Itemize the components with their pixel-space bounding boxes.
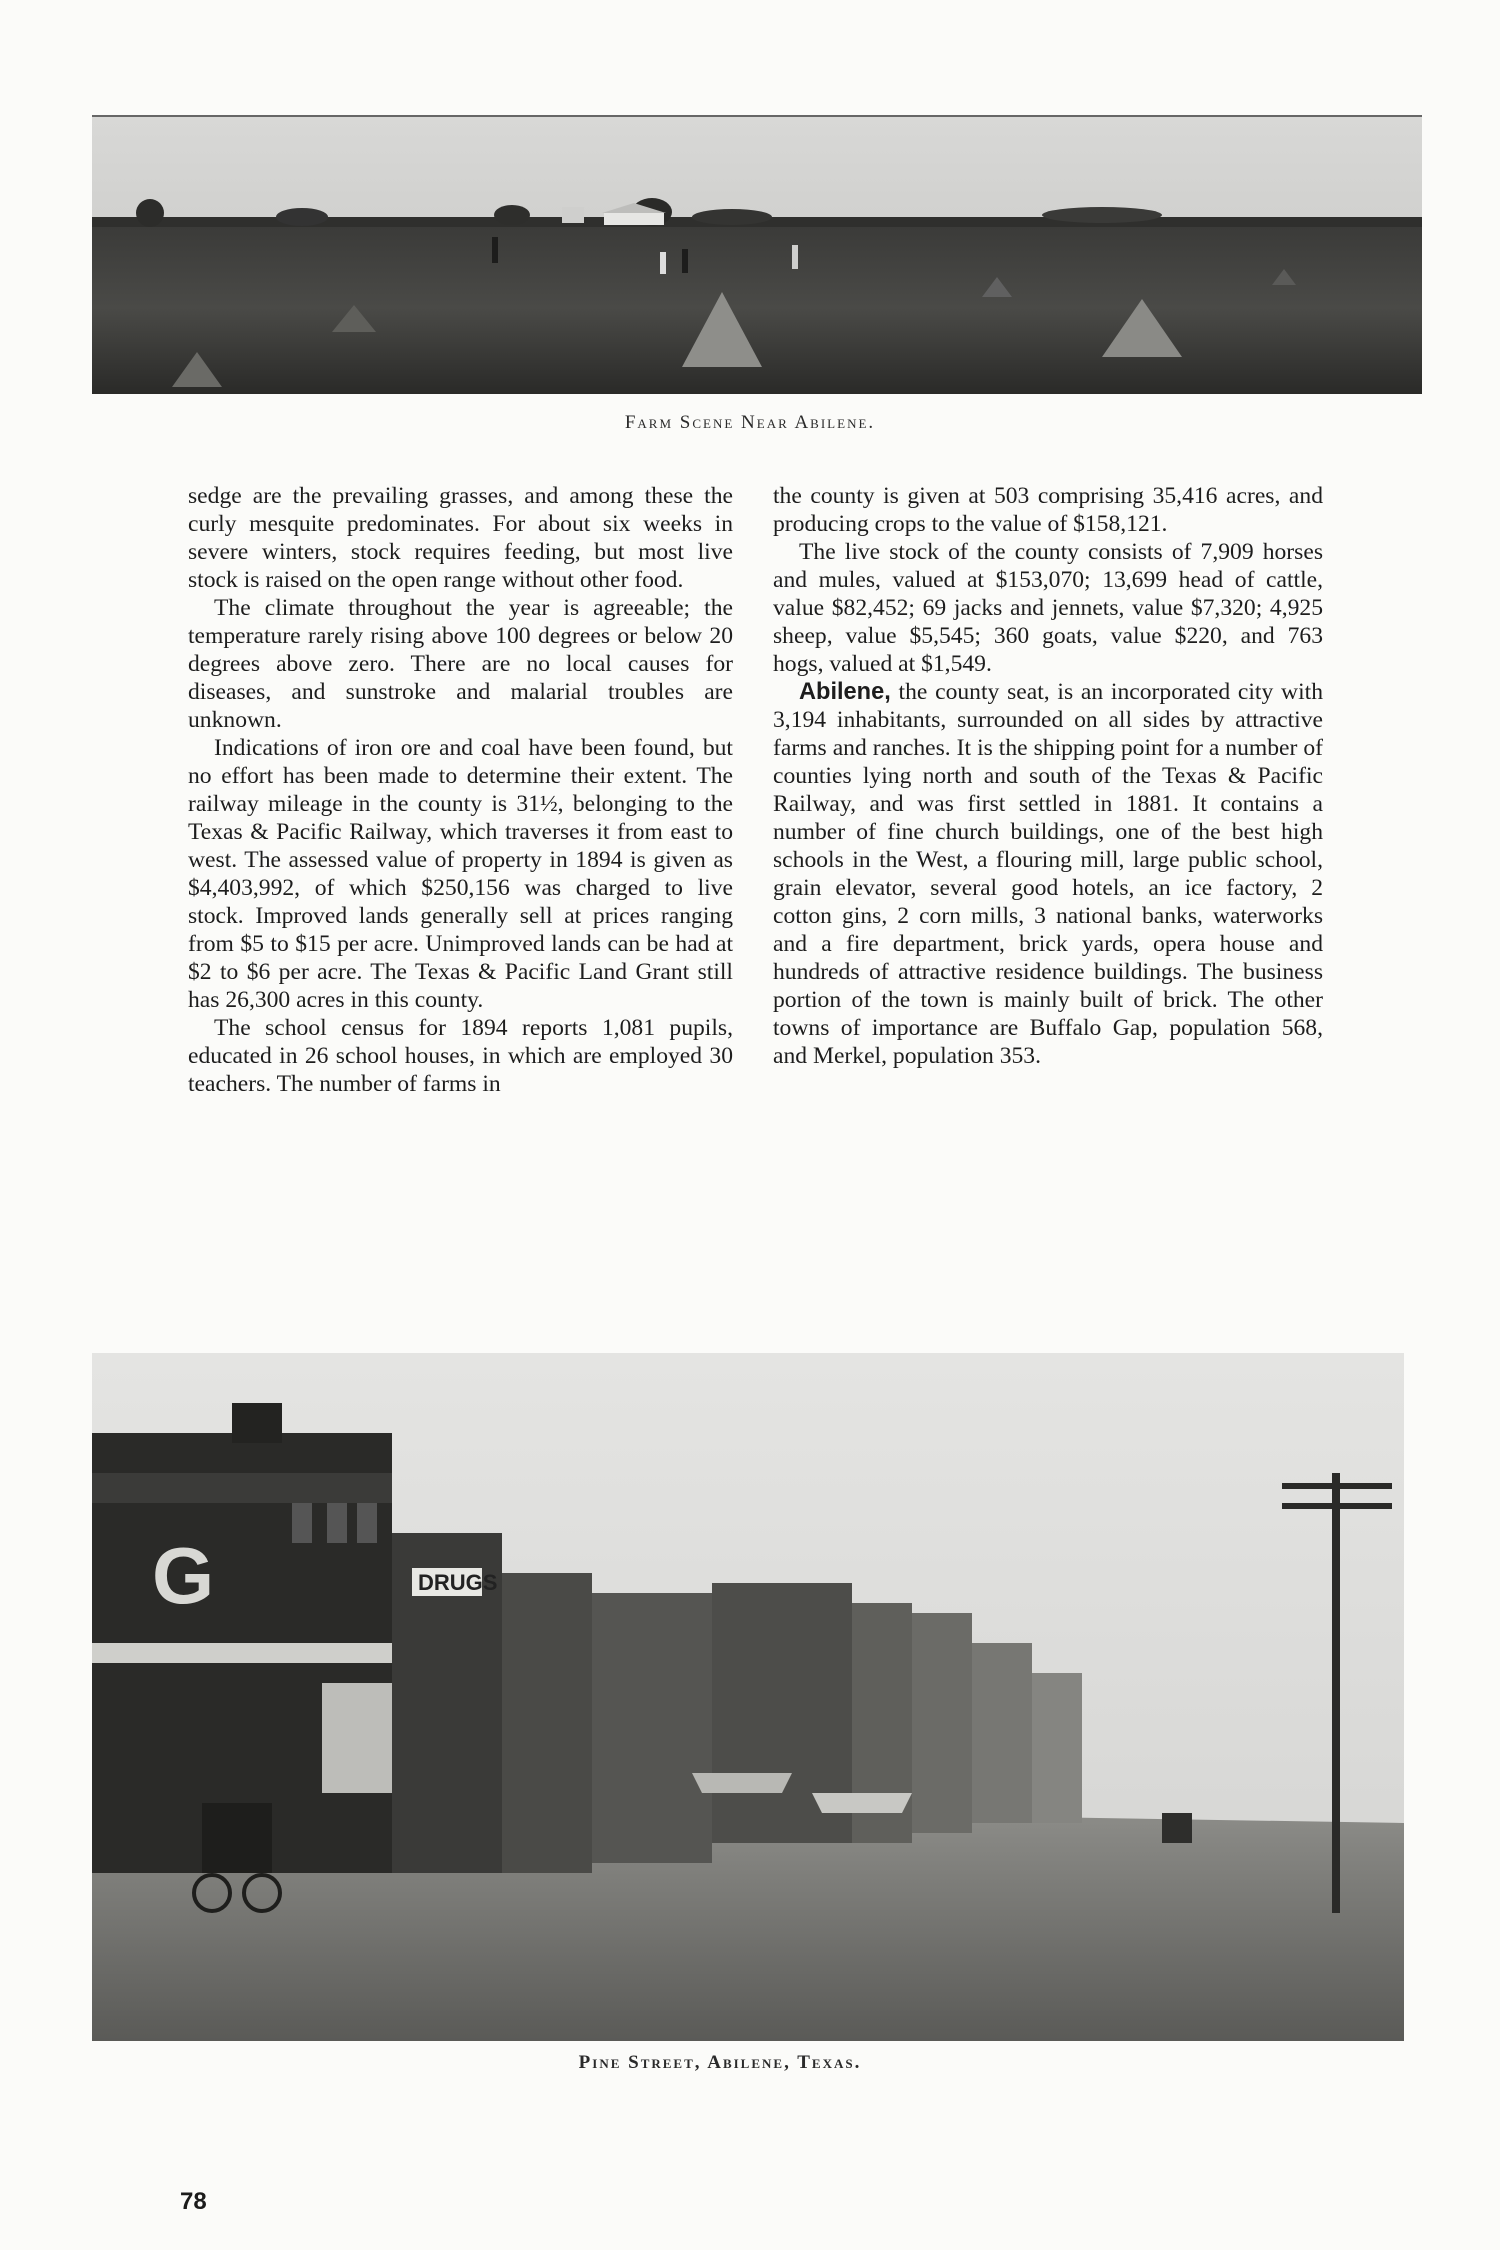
bottom-photo-caption: Pine Street, Abilene, Texas. — [578, 2052, 862, 2073]
abilene-text: the county seat, is an incorporated city with 3,194 inhabitants, surrounded on all sides by attractive farms and ranches. It is the shipping point for a number of counties lying north and south of the Texas & Pacific Railway, and was first settled in 1881. It contains a number of fine church buildings, one of the best high schools in the West, a flouring mill, large public school, grain elevator, several good hotels, an ice factory, 2 cotton gins, 2 corn mills, 3 national banks, waterworks and a fire department, brick yards, opera house and hundreds of attractive residence buildings. The business portion of the town is mainly built of brick. The other towns of importance are Buffalo Gap, population 568, and Merkel, population 353. — [773, 679, 1323, 1069]
sign-g: G — [152, 1531, 215, 1620]
page-number: 78 — [180, 2188, 207, 2215]
left-text-column — [188, 482, 733, 1098]
paragraph: The school census for 1894 reports 1,081 pupils, educated in 26 school houses, in which are employed 30 teachers. The number of farms in — [188, 1015, 733, 1097]
paragraph: sedge are the prevailing grasses, and among these the curly mesquite predominates. For about six weeks in severe winters, stock requires feeding, but most live stock is raised on the open range without other food. — [188, 483, 733, 593]
abilene-heading: Abilene, — [799, 679, 891, 705]
top-photo-caption: Farm Scene Near Abilene. — [624, 412, 876, 433]
pine-street-photo — [92, 1353, 1404, 2041]
right-text-column — [773, 482, 1323, 1070]
paragraph: Indications of iron ore and coal have been found, but no effort has been made to determine their extent. The railway mileage in the county is 31½, belonging to the Texas & Pacific Railway, which traverses it from east to west. The assessed value of property in 1894 is given as $4,403,992, of which $250,156 was charged to live stock. Improved lands generally sell at prices ranging from $5 to $15 per acre. Unimproved lands can be had at $2 to $6 per acre. The Texas & Pacific Land Grant still has 26,300 acres in this county. — [188, 735, 733, 1013]
sign-drugs: DRUGS — [418, 1570, 498, 1595]
paragraph: The climate throughout the year is agreeable; the temperature rarely rising above 100 degrees or below 20 degrees above zero. There are no local causes for diseases, and sunstroke and malarial troubles are unknown. — [188, 595, 733, 733]
paragraph: The live stock of the county consists of 7,909 horses and mules, valued at $153,070; 13,699 head of cattle, value $82,452; 69 jacks and jennets, value $7,320; 4,925 sheep, value $5,545; 360 goats, value $220, and 763 hogs, valued at $1,549. — [773, 539, 1323, 677]
paragraph — [773, 678, 1323, 1070]
farm-scene-photo — [92, 115, 1422, 394]
paragraph: the county is given at 503 comprising 35,416 acres, and producing crops to the value of $158,121. — [773, 483, 1323, 537]
